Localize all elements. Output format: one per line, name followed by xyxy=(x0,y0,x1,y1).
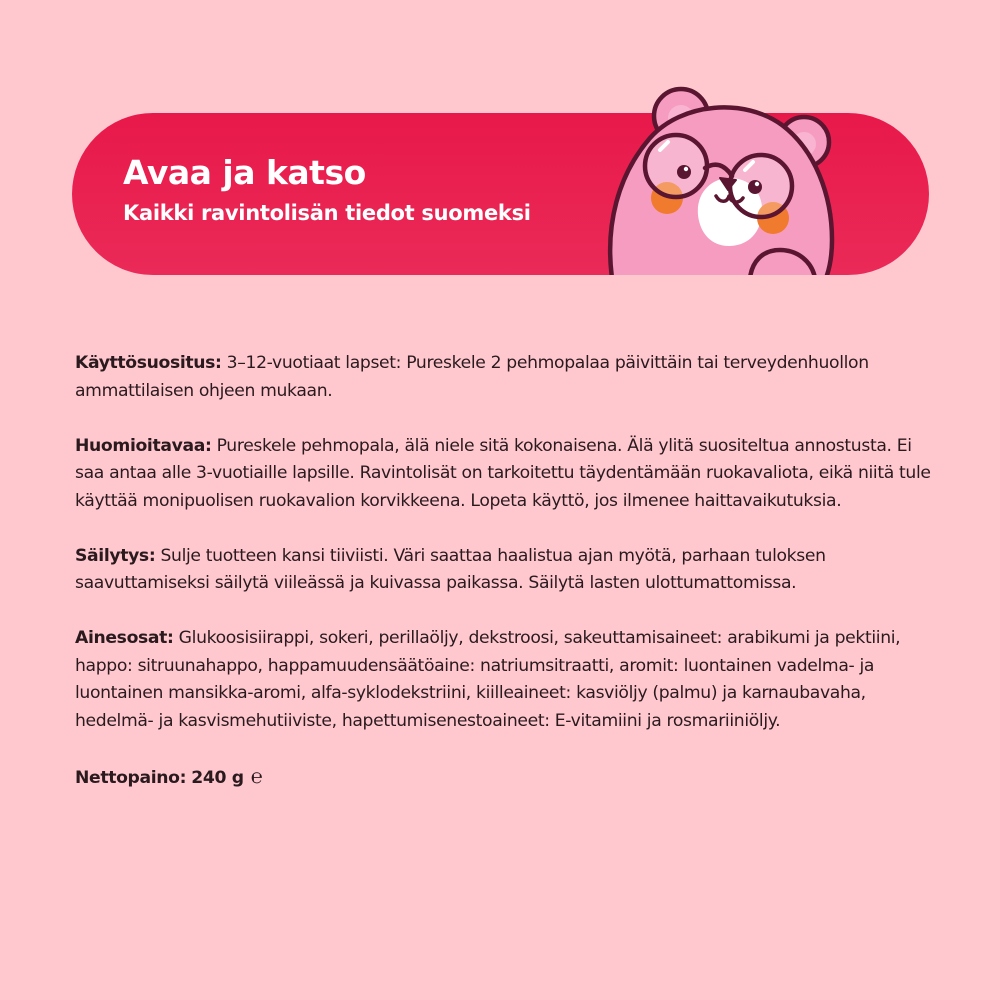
banner-title: Avaa ja katso xyxy=(123,153,366,192)
section-text: 3–12-vuotiaat lapset: Pureskele 2 pehmopalaa päivittäin tai terveydenhuollon ammattilaisen ohjeen mukaan. xyxy=(75,353,869,401)
section-label: Ainesosat: xyxy=(75,628,174,648)
section-label: Säilytys: xyxy=(75,545,156,566)
ingredients-section xyxy=(75,625,935,735)
section-text: Sulje tuotteen kansi tiiviisti. Väri saattaa haalistua ajan myötä, parhaan tuloksen saavuttamiseksi säilytä viileässä ja kuivassa paikassa. Säilytä lasten ulottumattomissa. xyxy=(75,545,826,593)
storage-section xyxy=(75,543,935,598)
section-label: Käyttösuositus: xyxy=(75,353,222,373)
section-text: Glukoosisiirappi, sokeri, perillaöljy, dekstroosi, sakeuttamisaineet: arabikumi ja pektiini, happo: sitruunahappo, happamuudensäätöaine: natriumsitraatti, aromit: luontainen vadelma- ja luontainen mansikka-aromi, alfa-syklodekstriini, kiilleaineet: kasviöljy (palmu) ja karnaubavaha, hedelmä- ja kasvismehutiiviste, hapettumisenestoaineet: E-vitamiini ja rosmariiniöljy. xyxy=(75,628,901,731)
section-text: Pureskele pehmopala, älä niele sitä kokonaisena. Älä ylitä suositeltua annostusta. Ei saa antaa alle 3-vuotiaille lapsille. Ravintolisät on tarkoitettu täydentämään ruokavaliota, eikä niitä tule käyttää monipuolisen ruokavalion korvikkeena. Lopeta käyttö, jos ilmenee haittavaikutuksia. xyxy=(75,435,931,511)
net-weight-label: Nettopaino: xyxy=(75,767,187,788)
net-weight-section xyxy=(75,763,935,793)
net-weight-value: 240 g xyxy=(191,767,244,788)
bear-mascot-icon xyxy=(600,80,850,280)
banner-subtitle: Kaikki ravintolisän tiedot suomeksi xyxy=(123,201,531,225)
warnings-section xyxy=(75,433,935,516)
section-label: Huomioitavaa: xyxy=(75,435,212,456)
estimated-sign-icon: ℮ xyxy=(250,763,263,788)
usage-section xyxy=(75,350,935,405)
product-info xyxy=(75,350,935,820)
